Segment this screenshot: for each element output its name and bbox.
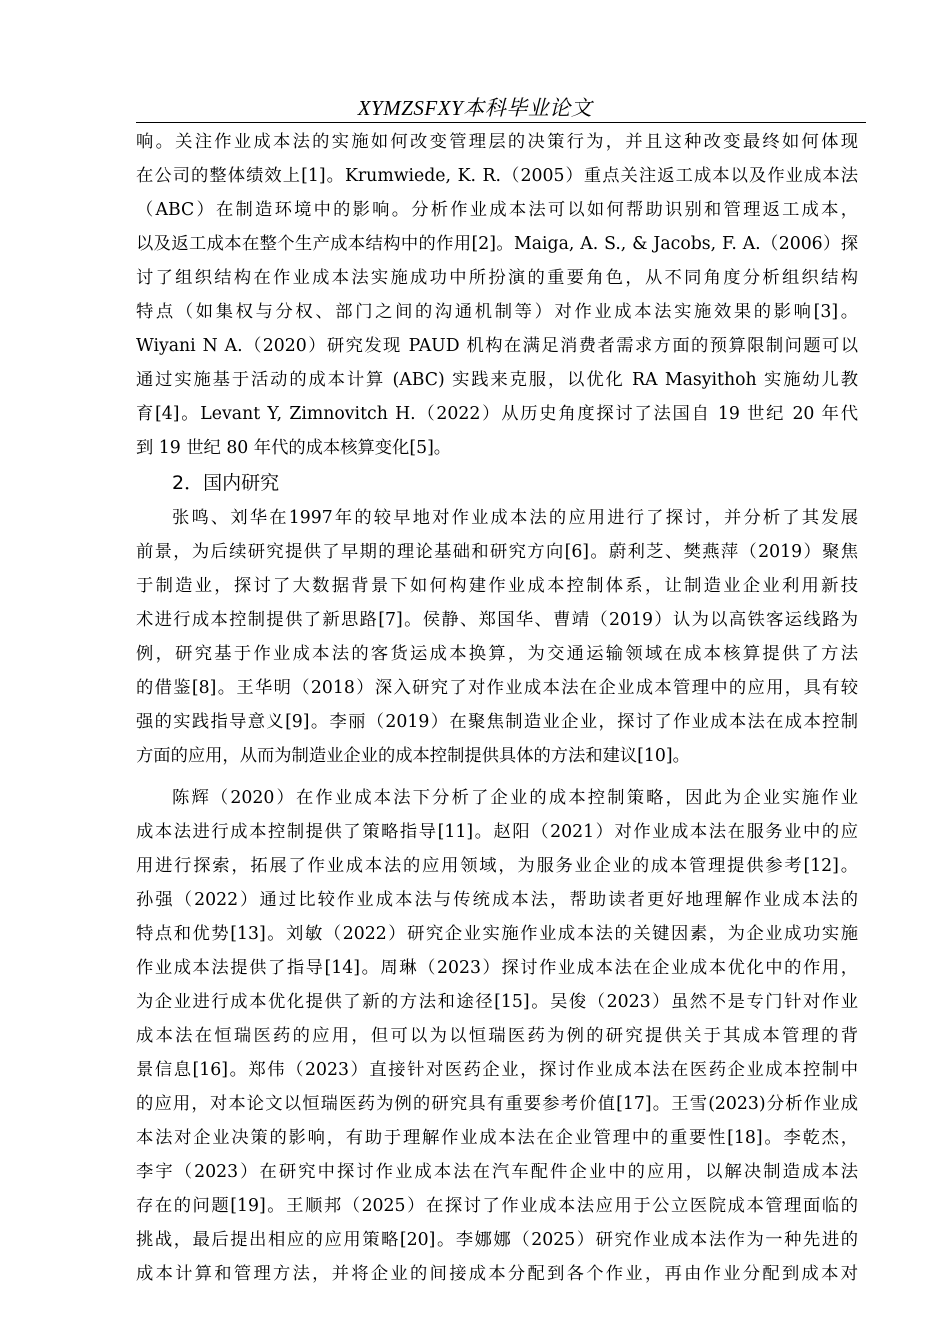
text-line: 陈辉（2020）在作业成本法下分析了企业的成本控制策略，因此为企业实施作业 <box>172 788 858 808</box>
text-line: 挑战，最后提出相应的应用策略[20]。李娜娜（2025）研究作业成本法作为一种先进的 <box>136 1230 858 1250</box>
text-line: 方面的应用，从而为制造业企业的成本控制提供具体的方法和建议[10]。 <box>136 746 690 766</box>
text-line: 例，研究基于作业成本法的客货运成本换算，为交通运输领域在成本核算提供了方法 <box>136 644 858 664</box>
text-line: 于制造业，探讨了大数据背景下如何构建作业成本控制体系，让制造业企业利用新技 <box>136 576 858 596</box>
text-line: 以及返工成本在整个生产成本结构中的作用[2]。Maiga, A. S., & Jacobs, F. A.（2006）探 <box>136 234 858 254</box>
text-line: 李宇（2023）在研究中探讨作业成本法在汽车配件企业中的应用，以解决制造成本法 <box>136 1162 858 1182</box>
text-line: 特点（如集权与分权、部门之间的沟通机制等）对作业成本法实施效果的影响[3]。 <box>136 302 858 322</box>
text-line: 成本法进行成本控制提供了策略指导[11]。赵阳（2021）对作业成本法在服务业中的应 <box>136 822 858 842</box>
text-line: 特点和优势[13]。刘敏（2022）研究企业实施作业成本法的关键因素，为企业成功实施 <box>136 924 858 944</box>
text-line: 强的实践指导意义[9]。李丽（2019）在聚焦制造业企业，探讨了作业成本法在成本控制 <box>136 712 858 732</box>
text-line: 作业成本法提供了指导[14]。周琳（2023）探讨作业成本法在企业成本优化中的作用， <box>136 958 858 978</box>
text-line: 前景，为后续研究提供了早期的理论基础和研究方向[6]。蔚利芝、樊燕萍（2019）聚焦 <box>136 542 858 562</box>
running-header-title: XYMZSFXY本科毕业论文 <box>357 96 593 120</box>
section-heading-domestic-research: 2．国内研究 <box>172 472 280 494</box>
text-line: 的借鉴[8]。王华明（2018）深入研究了对作业成本法在企业成本管理中的应用，具有较 <box>136 678 858 698</box>
text-line: 本法对企业决策的影响，有助于理解作业成本法在企业管理中的重要性[18]。李乾杰， <box>136 1128 858 1148</box>
text-line: 育[4]。Levant Y, Zimnovitch H.（2022）从历史角度探讨了法国自 19 世纪 20 年代 <box>136 404 858 424</box>
header-rule <box>136 122 866 123</box>
paragraph-gap <box>136 773 858 781</box>
text-line: 存在的问题[19]。王顺邦（2025）在探讨了作业成本法应用于公立医院成本管理面临的 <box>136 1196 858 1216</box>
paragraph-domestic-studies-2 <box>136 781 858 1291</box>
text-line: 的应用，对本论文以恒瑞医药为例的研究具有重要参考价值[17]。王雪(2023)分析作业成 <box>136 1094 858 1114</box>
text-line: 用进行探索，拓展了作业成本法的应用领域，为服务业企业的成本管理提供参考[12]。 <box>136 856 858 876</box>
text-line: 到 19 世纪 80 年代的成本核算变化[5]。 <box>136 438 452 458</box>
text-line: Wiyani N A.（2020）研究发现 PAUD 机构在满足消费者需求方面的预算限制问题可以 <box>136 336 858 356</box>
text-line: 在公司的整体绩效上[1]。Krumwiede, K. R.（2005）重点关注返工成本以及作业成本法 <box>136 166 858 186</box>
text-line: 成本计算和管理方法，并将企业的间接成本分配到各个作业，再由作业分配到成本对 <box>136 1264 858 1284</box>
text-line: 讨了组织结构在作业成本法实施成功中所扮演的重要角色，从不同角度分析组织结构 <box>136 268 858 288</box>
body-text <box>136 125 858 1291</box>
text-line: 响。关注作业成本法的实施如何改变管理层的决策行为，并且这种改变最终如何体现 <box>136 132 858 152</box>
text-line: 景信息[16]。郑伟（2023）直接针对医药企业，探讨作业成本法在医药企业成本控制中 <box>136 1060 858 1080</box>
text-line: 通过实施基于活动的成本计算 (ABC) 实践来克服，以优化 RA Masyithoh 实施幼儿教 <box>136 370 858 390</box>
text-line: 为企业进行成本优化提供了新的方法和途径[15]。吴俊（2023）虽然不是专门针对作业 <box>136 992 858 1012</box>
paragraph-domestic-studies-1 <box>136 501 858 773</box>
text-line: 术进行成本控制提供了新思路[7]。侯静、郑国华、曹靖（2019）认为以高铁客运线路为 <box>136 610 858 630</box>
text-line: 孙强（2022）通过比较作业成本法与传统成本法，帮助读者更好地理解作业成本法的 <box>136 890 858 910</box>
text-line: （ABC）在制造环境中的影响。分析作业成本法可以如何帮助识别和管理返工成本， <box>136 200 858 220</box>
text-line: 张鸣、刘华在1997年的较早地对作业成本法的应用进行了探讨，并分析了其发展 <box>172 508 858 528</box>
paragraph-foreign-studies <box>136 125 858 465</box>
text-line: 成本法在恒瑞医药的应用，但可以为以恒瑞医药为例的研究提供关于其成本管理的背 <box>136 1026 858 1046</box>
